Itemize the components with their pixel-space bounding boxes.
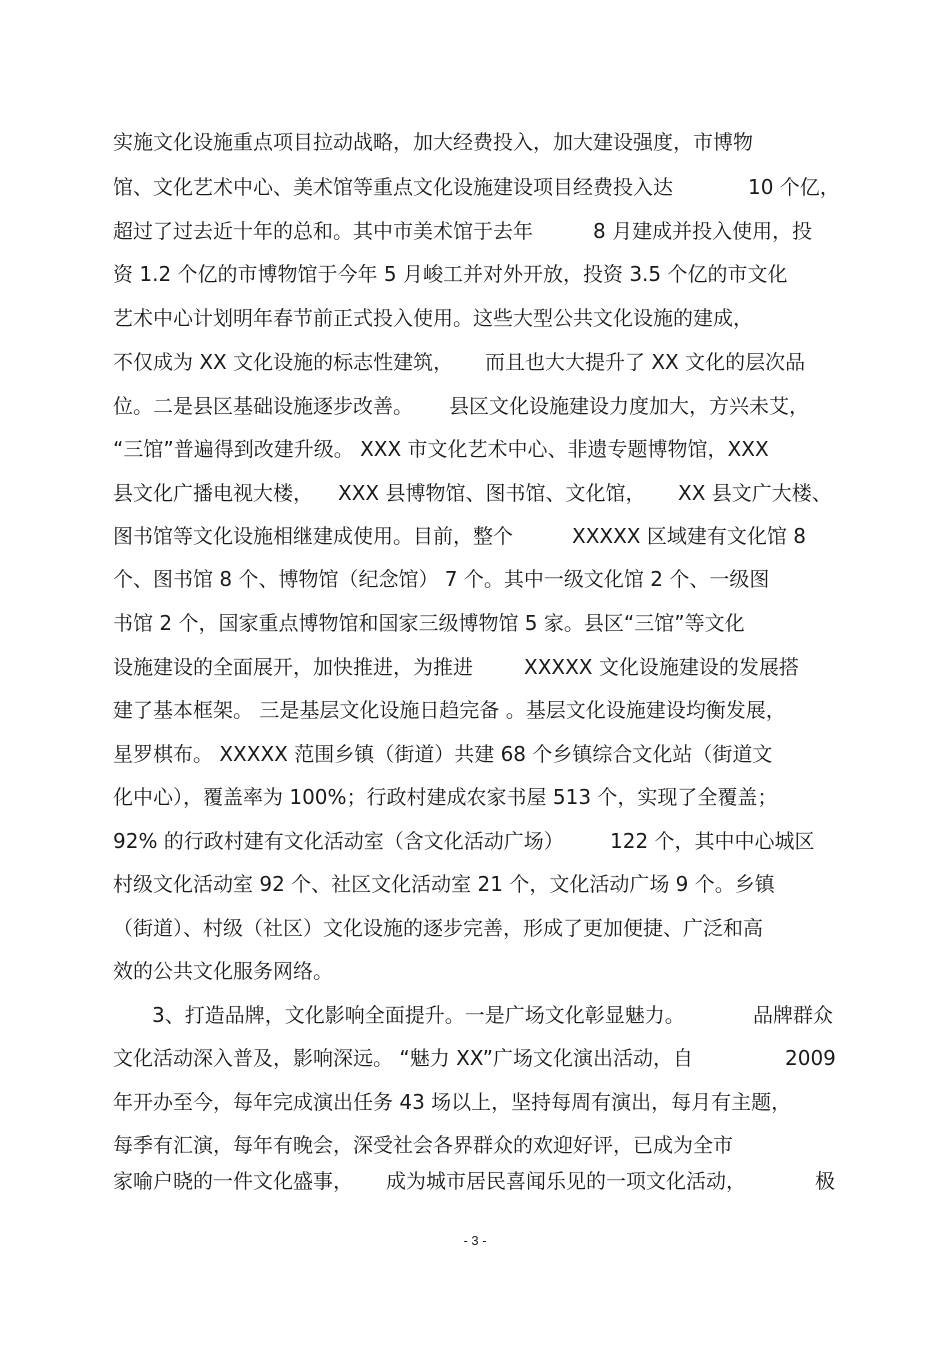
text-segment: 位。二是县区基础设施逐步改善。 (113, 394, 413, 418)
text-segment: “三馆”普遍得到改建升级。 XXX 市文化艺术中心、非遗专题博物馆，XXX (113, 437, 769, 461)
text-line (0, 1082, 950, 1122)
text-line (0, 516, 950, 556)
text-line (0, 559, 950, 599)
text-line (0, 254, 950, 294)
text-segment: 2009 (785, 1046, 836, 1070)
text-segment: 不仅成为 XX 文化设施的标志性建筑， (113, 350, 454, 374)
text-line (0, 298, 950, 338)
text-segment: 馆、文化艺术中心、美术馆等重点文化设施建设项目经费投入达 (113, 175, 673, 199)
text-segment: 村级文化活动室 92 个、社区文化活动室 21 个，文化活动广场 9 个。乡镇 (113, 872, 775, 896)
text-line (0, 1038, 950, 1078)
text-segment: 个、图书馆 8 个、博物馆（纪念馆） 7 个。其中一级文化馆 2 个、一级图 (113, 567, 770, 591)
text-segment: 设施建设的全面展开，加快推进，为推进 (113, 655, 473, 679)
text-segment: 星罗棋布。 XXXXX 范围乡镇（街道）共建 68 个乡镇综合文化站（街道文 (113, 742, 773, 766)
text-segment: 县文化广播电视大楼， (113, 481, 313, 505)
text-segment: 10 个亿， (748, 175, 840, 199)
text-line (0, 908, 950, 948)
text-segment: 3、打造品牌，文化影响全面提升。一是广场文化彰显魅力。 (152, 1003, 685, 1027)
text-segment: XX 县文广大楼、 (678, 481, 832, 505)
text-segment: 化中心），覆盖率为 100%；行政村建成农家书屋 513 个，实现了全覆盖； (113, 785, 778, 809)
text-segment: （街道）、村级（社区）文化设施的逐步完善，形成了更加便捷、广泛和高 (113, 916, 763, 940)
text-segment: 年开办至今，每年完成演出任务 43 场以上，坚持每周有演出，每月有主题， (113, 1090, 792, 1114)
text-segment: XXXXX 区域建有文化馆 8 (572, 524, 806, 548)
text-segment: 成为城市居民喜闻乐见的一项文化活动， (386, 1169, 746, 1193)
text-line (0, 995, 950, 1035)
text-segment: 效的公共文化服务网络。 (113, 959, 333, 983)
text-line (0, 821, 950, 861)
text-line (0, 429, 950, 469)
text-line (0, 647, 950, 687)
text-line (0, 342, 950, 382)
text-line (0, 1161, 950, 1201)
text-line (0, 122, 950, 162)
text-line (0, 951, 950, 991)
text-segment: 建了基本框架。 三是基层文化设施日趋完备 。基层文化设施建设均衡发展， (113, 698, 786, 722)
text-segment: 而且也大大提升了 XX 文化的层次品 (485, 350, 806, 374)
text-segment: 艺术中心计划明年春节前正式投入使用。这些大型公共文化设施的建成， (113, 306, 753, 330)
text-segment: 实施文化设施重点项目拉动战略，加大经费投入，加大建设强度，市博物 (113, 130, 753, 154)
text-line (0, 473, 950, 513)
text-segment: 每季有汇演，每年有晚会，深受社会各界群众的欢迎好评，已成为全市 (113, 1133, 733, 1157)
text-segment: 极 (815, 1169, 835, 1193)
text-segment: 文化活动深入普及，影响深远。 “魅力 XX”广场文化演出活动，自 (113, 1046, 694, 1070)
text-line (0, 167, 950, 207)
text-line (0, 777, 950, 817)
text-segment: 8 月建成并投入使用，投 (593, 219, 813, 243)
text-line (0, 734, 950, 774)
text-segment: 家喻户晓的一件文化盛事， (113, 1169, 353, 1193)
text-segment: XXXXX 文化设施建设的发展搭 (524, 655, 799, 679)
text-segment: XXX 县博物馆、图书馆、文化馆， (338, 481, 646, 505)
text-line (0, 864, 950, 904)
text-line (0, 603, 950, 643)
text-line (0, 211, 950, 251)
page-number: - 3 - (463, 1233, 487, 1248)
text-line (0, 386, 950, 426)
text-segment: 品牌群众 (753, 1003, 833, 1027)
text-segment: 122 个，其中中心城区 (610, 829, 815, 853)
text-segment: 92% 的行政村建有文化活动室（含文化活动广场） (113, 829, 564, 853)
text-segment: 资 1.2 个亿的市博物馆于今年 5 月峻工并对外开放，投资 3.5 个亿的市文化 (113, 262, 788, 286)
text-line (0, 690, 950, 730)
text-segment: 图书馆等文化设施相继建成使用。目前，整个 (113, 524, 513, 548)
text-segment: 超过了过去近十年的总和。其中市美术馆于去年 (113, 219, 533, 243)
text-line (0, 1125, 950, 1165)
text-segment: 县区文化设施建设力度加大，方兴未艾， (449, 394, 809, 418)
text-segment: 书馆 2 个，国家重点博物馆和国家三级博物馆 5 家。县区“三馆”等文化 (113, 611, 745, 635)
